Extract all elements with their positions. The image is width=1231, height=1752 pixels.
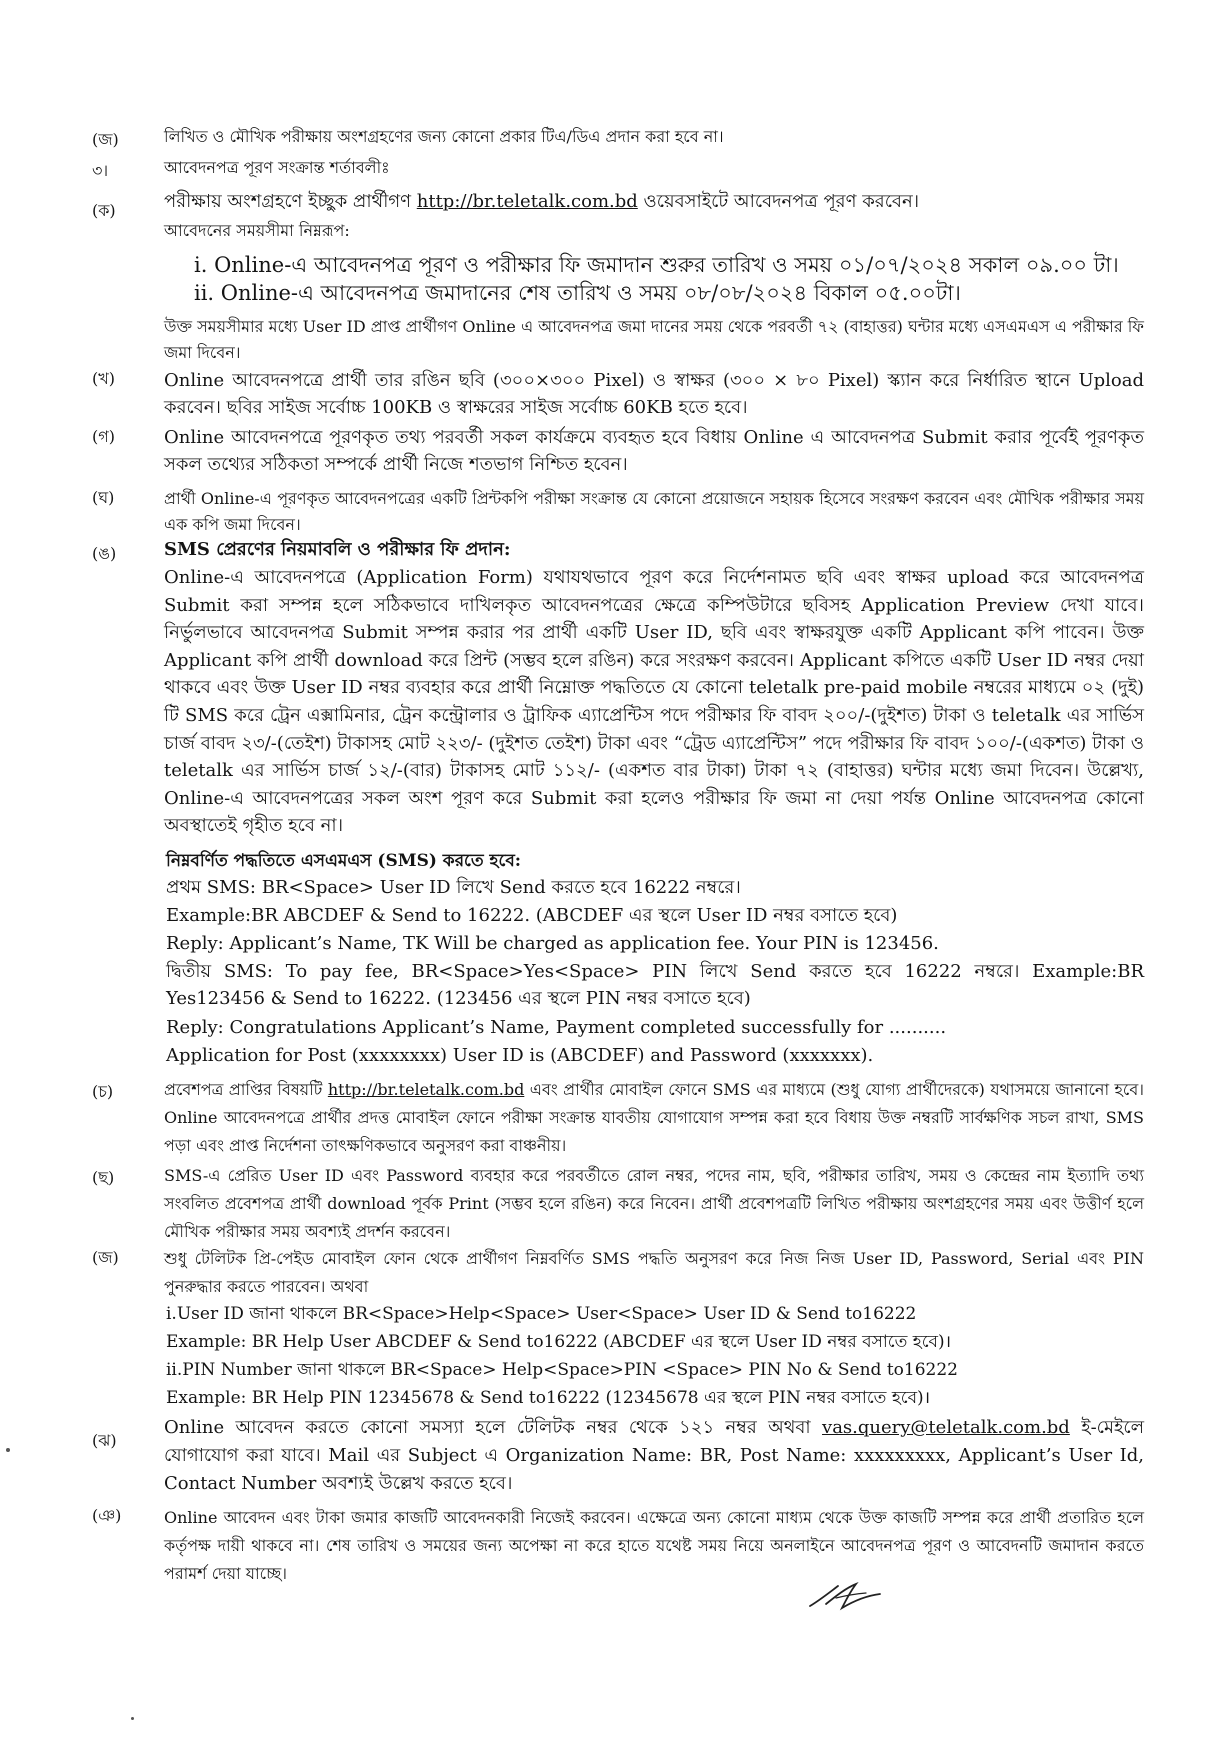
item-text: Online আবেদন এবং টাকা জমার কাজটি আবেদনকারী নিজেই করবেন। এক্ষেত্রে অন্য কোনো মাধ্যম থেকে উক্ত কাজটি সম্পন্ন করে প্রার্থী প্রতারিত হলে কর্তৃপক্ষ দায়ী থাকবে না। শেষ তারিখ ও সময়ের জন্য অপেক্ষা না করে হাতে যথেষ্ট সময় নিয়ে অনলাইনে আবেদনপত্র পূরণ ও আবেদনটি জমাদান করতে পরামর্শ দেয়া যাচ্ছে। bbox=[164, 1508, 1144, 1583]
sms-rules-heading: SMS প্রেরণের নিয়মাবলি ও পরীক্ষার ফি প্রদান: bbox=[164, 539, 511, 560]
item-marker: (জ) bbox=[92, 1248, 119, 1267]
sms-rules-paragraph: Online-এ আবেদনপত্রে (Application Form) যথাযথভাবে পূরণ করে নির্দেশনামত ছবি এবং স্বাক্ষর upload করে আবেদনপত্র Submit করা সম্পন্ন হলে সঠিকভাবে দাখিলকৃত আবেদনপত্রের ক্ষেত্রে কম্পিউটারে ছবিসহ Application Preview দেখা যাবে। নির্ভুলভাবে আবেদনপত্র Submit সম্পন্ন করার পর প্রার্থী একটি User ID, ছবি এবং স্বাক্ষরযুক্ত একটি Applicant কপি পাবেন। উক্ত Applicant কপি প্রার্থী download করে প্রিন্ট (সম্ভব হলে রঙিন) করে সংরক্ষণ করবেন। Applicant কপিতে একটি User ID নম্বর দেয়া থাকবে এবং উক্ত User ID নম্বর ব্যবহার করে প্রার্থী নিম্নোক্ত পদ্ধতিতে যে কোনো teletalk pre-paid mobile নম্বরের মাধ্যমে ০২ (দুই) টি SMS করে ট্রেন এক্সামিনার, ট্রেন কন্ট্রোলার ও ট্রাফিক এ্যাপ্রেন্টিস পদে পরীক্ষার ফি বাবদ ২০০/-(দুইশত) টাকা ও teletalk এর সার্ভিস চার্জ বাবদ ২৩/-(তেইশ) টাকাসহ মোট ২২৩/- (দুইশত তেইশ) টাকা এবং “ট্রেড এ্যাপ্রেন্টিস” পদে পরীক্ষার ফি বাবদ ১০০/-(একশত) টাকা ও teletalk এর সার্ভিস চার্জ ১২/-(বার) টাকাসহ মোট ১১২/- (একশত বার টাকা) টাকা ৭২ (বাহাত্তর) ঘন্টার মধ্যে জমা দিবেন। উল্লেখ্য, Online-এ আবেদনপত্রের সকল অংশ পূরণ করে Submit করা হলেও পরীক্ষার ফি জমা না দেয়া পর্যন্ত Online আবেদনপত্র কোনো অবস্থাতেই গৃহীত হবে না। bbox=[164, 567, 1144, 837]
section-number: ৩। bbox=[92, 161, 109, 180]
item-text-part: ই-মেইলে যোগাযোগ করা যাবে। Mail এর Subject এ Organization Name: BR, Post Name: xxxxxxxxx, Applicant’s User Id, Contact Number অবশ্যই উল্লেখ করতে হবে। bbox=[164, 1417, 1144, 1494]
start-date-line: i. Online-এ আবেদনপত্র পূরণ ও পরীক্ষার ফি জমাদান শুরুর তারিখ ও সময় ০১/০৭/২০২৪ সকাল ০৯.০০ টা। bbox=[194, 253, 1119, 277]
item-marker: (ঞ) bbox=[92, 1506, 122, 1525]
first-sms-example: Example:BR ABCDEF & Send to 16222. (ABCDEF এর স্থলে User ID নম্বর বসাতে হবে) bbox=[166, 905, 898, 926]
first-sms-reply: Reply: Applicant’s Name, TK Will be charged as application fee. Your PIN is 123456. bbox=[166, 933, 939, 954]
second-sms-line: দ্বিতীয় SMS: To pay fee, BR<Space>Yes<Space> PIN লিখে Send করতে হবে 16222 নম্বরে। Example:BR Yes123456 & Send to 16222. (123456 এর স্থলে PIN নম্বর বসাতে হবে) bbox=[166, 961, 1144, 1009]
item-text-part: পরীক্ষায় অংশগ্রহণে ইচ্ছুক প্রার্থীগণ bbox=[164, 191, 417, 212]
item-marker: (জ) bbox=[92, 130, 119, 149]
item-text-part: ওয়েবসাইটে আবেদনপত্র পূরণ করবেন। bbox=[637, 191, 920, 212]
section-heading: আবেদনপত্র পূরণ সংক্রান্ত শর্তাবলীঃ bbox=[164, 158, 390, 177]
item-marker: (ঝ) bbox=[92, 1431, 117, 1450]
item-text bbox=[164, 1076, 1144, 1160]
item-marker: (খ) bbox=[92, 369, 115, 388]
user-id-retrieval-line: i.User ID জানা থাকলে BR<Space>Help<Space> User<Space> User ID & Send to16222 bbox=[166, 1304, 917, 1324]
item-text bbox=[164, 188, 1144, 215]
pin-retrieval-line: ii.PIN Number জানা থাকলে BR<Space> Help<Space>PIN <Space> PIN No & Send to16222 bbox=[166, 1360, 958, 1380]
item-text: শুধু টেলিটক প্রি-পেইড মোবাইল ফোন থেকে প্রার্থীগণ নিম্নবর্ণিত SMS পদ্ধতি অনুসরণ করে নিজ নিজ User ID, Password, Serial এবং PIN পুনরুদ্ধার করতে পারবেন। অথবা bbox=[164, 1249, 1144, 1296]
item-marker: (ক) bbox=[92, 201, 116, 220]
scan-speck bbox=[6, 1448, 10, 1452]
pin-retrieval-example: Example: BR Help PIN 12345678 & Send to16222 (12345678 এর স্থলে PIN নম্বর বসাতে হবে)। bbox=[166, 1388, 931, 1408]
item-marker: (ঘ) bbox=[92, 488, 115, 507]
application-credentials-line: Application for Post (xxxxxxxx) User ID is (ABCDEF) and Password (xxxxxxx). bbox=[166, 1045, 874, 1066]
item-text: Online আবেদনপত্রে প্রার্থী তার রঙিন ছবি (৩০০×৩০০ Pixel) ও স্বাক্ষর (৩০০ × ৮০ Pixel) স্ক্যান করে নির্ধারিত স্থানে Upload করবেন। ছবির সাইজ সর্বোচ্চ 100KB ও স্বাক্ষরের সাইজ সর্বোচ্চ 60KB হতে হবে। bbox=[164, 370, 1144, 418]
deadline-heading: আবেদনের সময়সীমা নিম্নরূপ: bbox=[164, 221, 350, 240]
item-text: প্রার্থী Online-এ পূরণকৃত আবেদনপত্রের একটি প্রিন্টকপি পরীক্ষা সংক্রান্ত যে কোনো প্রয়োজনে সহায়ক হিসেবে সংরক্ষণ করবেন এবং মৌখিক পরীক্ষার সময় এক কপি জমা দিবেন। bbox=[164, 489, 1144, 534]
item-text-part: এবং প্রার্থীর মোবাইল ফোনে SMS এর মাধ্যমে (শুধু যোগ্য প্রার্থীদেরকে) যথাসময়ে জানানো হবে। Online আবেদনপত্রে প্রার্থীর প্রদত্ত মোবাইল ফোনে পরীক্ষা সংক্রান্ত যাবতীয় যোগাযোগ সম্পন্ন করা হবে বিধায় উক্ত নম্বরটি সার্বক্ষণিক সচল রাখা, SMS পড়া এবং প্রাপ্ত নির্দেশনা তাৎক্ষণিকভাবে অনুসরণ করা বাঞ্চনীয়। bbox=[164, 1080, 1144, 1155]
item-marker: (ঙ) bbox=[92, 544, 117, 563]
item-text-part: প্রবেশপত্র প্রাপ্তির বিষয়টি bbox=[164, 1080, 328, 1099]
item-text bbox=[164, 1414, 1144, 1498]
support-email-link[interactable]: vas.query@teletalk.com.bd bbox=[822, 1417, 1070, 1438]
teletalk-website-link[interactable]: http://br.teletalk.com.bd bbox=[416, 191, 638, 212]
scan-speck bbox=[131, 1717, 134, 1720]
item-marker: (চ) bbox=[92, 1082, 114, 1101]
item-text: Online আবেদনপত্রে পূরণকৃত তথ্য পরবর্তী সকল কার্যক্রমে ব্যবহৃত হবে বিধায় Online এ আবেদনপত্র Submit করার পূর্বেই পূরণকৃত সকল তথ্যের সঠিকতা সম্পর্কে প্রার্থী নিজে শতভাগ নিশ্চিত হবেন। bbox=[164, 427, 1144, 475]
item-text-part: Online আবেদন করতে কোনো সমস্যা হলে টেলিটক নম্বর থেকে ১২১ নম্বর অথবা bbox=[164, 1417, 823, 1438]
teletalk-website-link[interactable]: http://br.teletalk.com.bd bbox=[327, 1080, 525, 1099]
end-date-line: ii. Online-এ আবেদনপত্র জমাদানের শেষ তারিখ ও সময় ০৮/০৮/২০২৪ বিকাল ০৫.০০টা। bbox=[194, 281, 961, 305]
second-sms-reply: Reply: Congratulations Applicant’s Name, Payment completed successfully for .......... bbox=[166, 1017, 947, 1038]
user-id-retrieval-example: Example: BR Help User ABCDEF & Send to16222 (ABCDEF এর স্থলে User ID নম্বর বসাতে হবে)। bbox=[166, 1332, 952, 1352]
item-marker: (ছ) bbox=[92, 1168, 115, 1187]
sms-method-heading: নিম্নবর্ণিত পদ্ধতিতে এসএমএস (SMS) করতে হবে: bbox=[166, 851, 522, 871]
handwritten-signature bbox=[806, 1578, 886, 1612]
item-marker: (গ) bbox=[92, 427, 115, 446]
item-text: SMS-এ প্রেরিত User ID এবং Password ব্যবহার করে পরবর্তীতে রোল নম্বর, পদের নাম, ছবি, পরীক্ষার তারিখ, সময় ও কেন্দ্রের নাম ইত্যাদি তথ্য সংবলিত প্রবেশপত্র প্রার্থী download পূর্বক Print (সম্ভব হলে রঙিন) করে নিবেন। প্রার্থী প্রবেশপত্রটি লিখিত পরীক্ষায় অংশগ্রহণের সময় এবং উত্তীর্ণ হলে মৌখিক পরীক্ষার সময় অবশ্যই প্রদর্শন করবেন। bbox=[164, 1166, 1144, 1241]
first-sms-line: প্রথম SMS: BR<Space> User ID লিখে Send করতে হবে 16222 নম্বরে। bbox=[166, 877, 741, 898]
item-text: লিখিত ও মৌখিক পরীক্ষায় অংশগ্রহণের জন্য কোনো প্রকার টিএ/ডিএ প্রদান করা হবে না। bbox=[164, 127, 724, 146]
fee-deadline-text: উক্ত সময়সীমার মধ্যে User ID প্রাপ্ত প্রার্থীগণ Online এ আবেদনপত্র জমা দানের সময় থেকে পরবর্তী ৭২ (বাহাত্তর) ঘন্টার মধ্যে এসএমএস এ পরীক্ষার ফি জমা দিবেন। bbox=[164, 317, 1144, 362]
